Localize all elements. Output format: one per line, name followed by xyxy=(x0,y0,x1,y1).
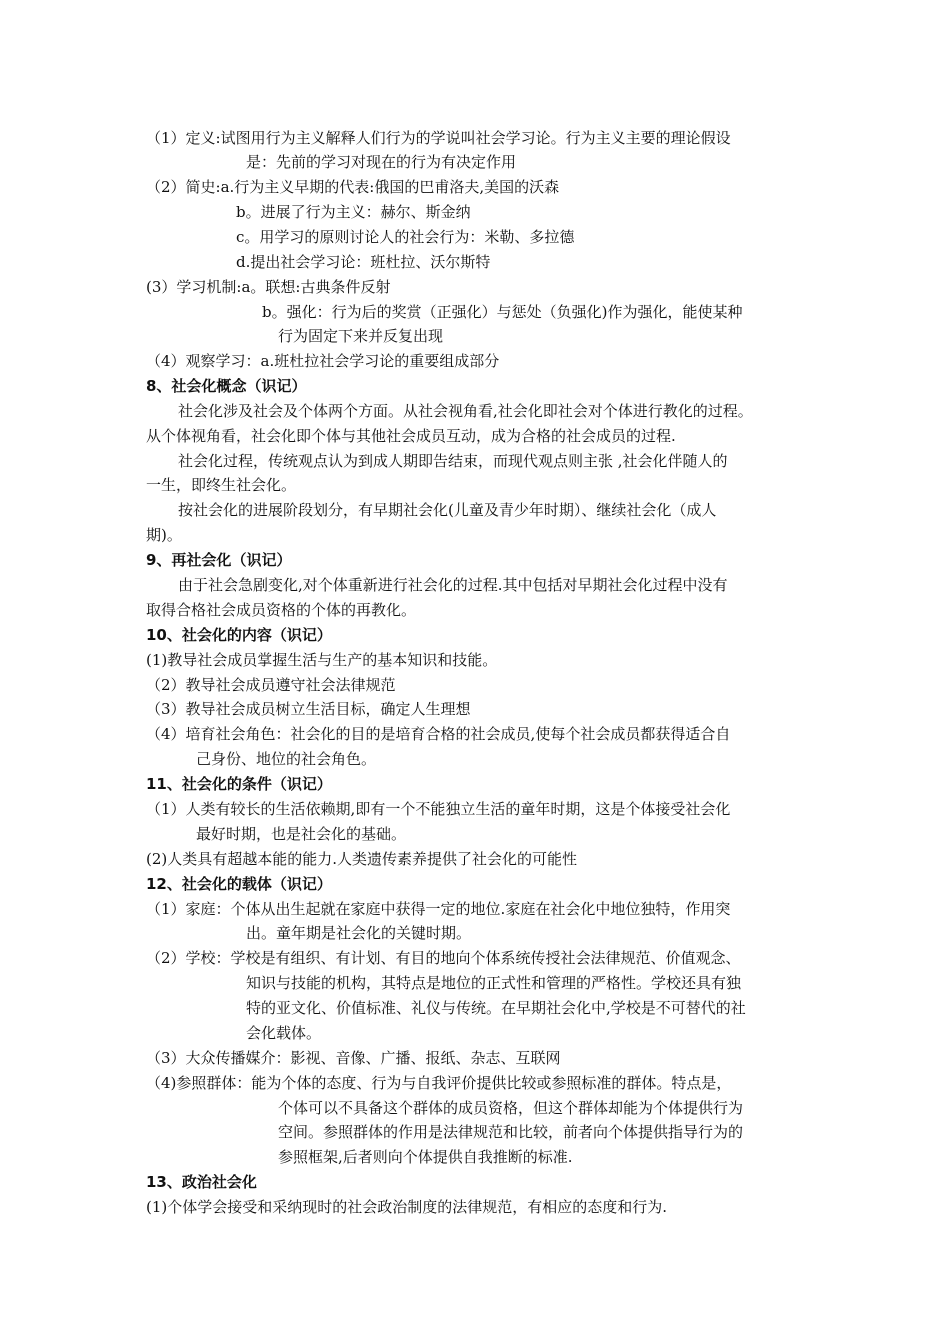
text-line: 特的亚文化、价值标准、礼仪与传统。在早期社会化中,学校是不可替代的社 xyxy=(246,999,746,1017)
text-line: （4）培育社会角色：社会化的目的是培育合格的社会成员,使每个社会成员都获得适合自 xyxy=(146,725,731,743)
text-line: b。进展了行为主义：赫尔、斯金纳 xyxy=(236,203,471,221)
section-heading: 10、社会化的内容（识记） xyxy=(146,626,332,644)
text-line: c。用学习的原则讨论人的社会行为：米勒、多拉德 xyxy=(236,228,575,246)
text-line: 最好时期，也是社会化的基础。 xyxy=(196,825,407,843)
text-line: 按社会化的进展阶段划分，有早期社会化(儿童及青少年时期）、继续社会化（成人 xyxy=(178,501,717,519)
text-line: 知识与技能的机构，其特点是地位的正式性和管理的严格性。学校还具有独 xyxy=(246,974,742,992)
text-line: 从个体视角看，社会化即个体与其他社会成员互动，成为合格的社会成员的过程. xyxy=(146,427,676,445)
text-line: 会化载体。 xyxy=(246,1024,322,1042)
text-line: (3）学习机制:a。联想:古典条件反射 xyxy=(146,278,391,296)
text-line: b。强化：行为后的奖赏（正强化）与惩处（负强化)作为强化，能使某种 xyxy=(262,303,743,321)
text-line: （2）简史:a.行为主义早期的代表:俄国的巴甫洛夫,美国的沃森 xyxy=(146,178,560,196)
text-line: 个体可以不具备这个群体的成员资格，但这个群体却能为个体提供行为 xyxy=(278,1099,744,1117)
text-line: 参照框架,后者则向个体提供自我推断的标准. xyxy=(278,1148,573,1166)
section-heading: 8、社会化概念（识记） xyxy=(146,377,307,395)
text-line: 取得合格社会成员资格的个体的再教化。 xyxy=(146,601,417,619)
section-heading: 12、社会化的载体（识记） xyxy=(146,875,332,893)
text-line: 出。童年期是社会化的关键时期。 xyxy=(246,924,472,942)
text-line: （1）定义:试图用行为主义解释人们行为的学说叫社会学习论。行为主义主要的理论假设 xyxy=(146,129,731,147)
section-heading: 11、社会化的条件（识记） xyxy=(146,775,332,793)
text-line: 空间。参照群体的作用是法律规范和比较，前者向个体提供指导行为的 xyxy=(278,1123,744,1141)
section-heading: 13、政治社会化 xyxy=(146,1173,257,1191)
text-line: 期)。 xyxy=(146,526,182,544)
text-line: （1）家庭：个体从出生起就在家庭中获得一定的地位.家庭在社会化中地位独特，作用突 xyxy=(146,900,731,918)
text-line: （4)参照群体：能为个体的态度、行为与自我评价提供比较或参照标准的群体。特点是， xyxy=(146,1074,732,1092)
text-line: （4）观察学习：a.班杜拉社会学习论的重要组成部分 xyxy=(146,352,500,370)
text-line: (1)个体学会接受和采纳现时的社会政治制度的法律规范，有相应的态度和行为. xyxy=(146,1198,668,1216)
text-line: （3）教导社会成员树立生活目标，确定人生理想 xyxy=(146,700,471,718)
text-line: d.提出社会学习论：班杜拉、沃尔斯特 xyxy=(236,253,491,271)
text-line: 行为固定下来并反复出现 xyxy=(278,327,444,345)
text-line: 一生，即终生社会化。 xyxy=(146,476,297,494)
text-line: （3）大众传播媒介：影视、音像、广播、报纸、杂志、互联网 xyxy=(146,1049,561,1067)
text-line: （2）教导社会成员遵守社会法律规范 xyxy=(146,676,396,694)
text-line: （1）人类有较长的生活依赖期,即有一个不能独立生活的童年时期，这是个体接受社会化 xyxy=(146,800,731,818)
text-line: 社会化过程，传统观点认为到成人期即告结束，而现代观点则主张 ,社会化伴随人的 xyxy=(178,452,728,470)
text-line: 是：先前的学习对现在的行为有决定作用 xyxy=(246,153,517,171)
text-line: (2)人类具有超越本能的能力.人类遗传素养提供了社会化的可能性 xyxy=(146,850,578,868)
text-line: （2）学校：学校是有组织、有计划、有目的地向个体系统传授社会法律规范、价值观念、 xyxy=(146,949,741,967)
section-heading: 9、再社会化（识记） xyxy=(146,551,292,569)
text-line: 由于社会急剧变化,对个体重新进行社会化的过程.其中包括对早期社会化过程中没有 xyxy=(178,576,728,594)
text-line: (1)教导社会成员掌握生活与生产的基本知识和技能。 xyxy=(146,651,498,669)
text-line: 社会化涉及社会及个体两个方面。从社会视角看,社会化即社会对个体进行教化的过程。 xyxy=(178,402,753,420)
text-line: 己身份、地位的社会角色。 xyxy=(196,750,377,768)
